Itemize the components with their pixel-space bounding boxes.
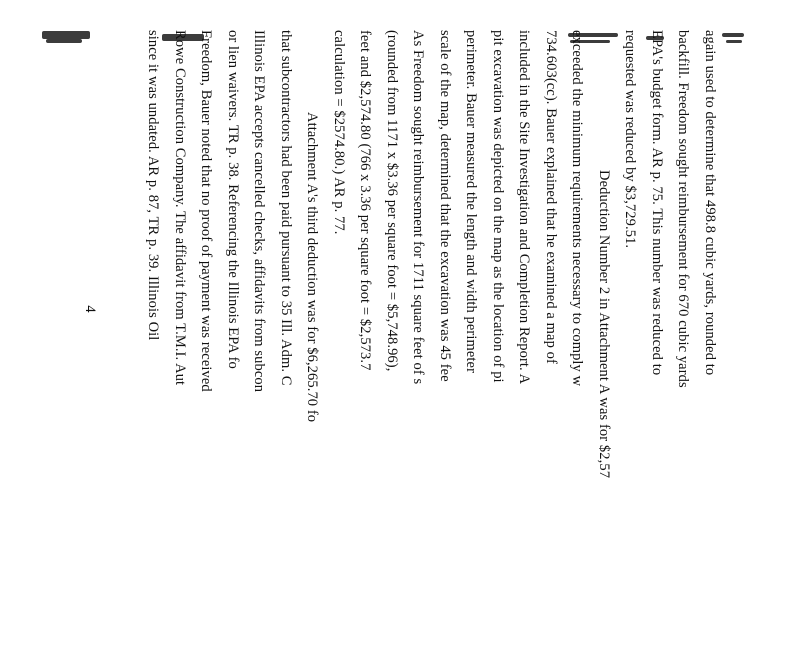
text-line: (rounded from 1171 x $3.36 per square foot = $5,748.96), (384, 30, 400, 372)
text-line: exceeded the minimum requirements necessary to comply w (569, 30, 586, 387)
text-line: Attachment A's third deduction was for $6,265.70 fo (304, 112, 321, 423)
text-line: scale of the map, determined that the excavation was 45 fee (437, 30, 453, 382)
body-text (140, 30, 723, 670)
page-number: 4 (82, 305, 98, 313)
text-line: calculation = $2574.80.) AR p. 77. (331, 30, 347, 235)
text-line: Rowe Construction Company. The affidavit from T.M.I. Aut (172, 30, 188, 386)
text-line: or lien waivers. TR p. 38. Referencing the Illinois EPA fo (225, 30, 241, 369)
text-line: backfill. Freedom sought reimbursement for 670 cubic yards (675, 30, 692, 388)
text-line: As Freedom sought reimbursement for 1711 square feet of s (410, 30, 427, 385)
text-line: that subcontractors had been paid pursuant to 35 Ill. Adm. C (278, 30, 294, 386)
text-line: feet and $2,574.80 (766 x 3.36 per square foot = $2,573.7 (357, 30, 374, 371)
text-line: Illinois EPA accepts cancelled checks, affidavits from subcon (251, 30, 268, 393)
text-line: perimeter. Bauer measured the length and width perimeter (463, 30, 480, 374)
text-line: EPA's budget form. AR p. 75. This number was reduced to (649, 30, 665, 376)
text-line: Freedom, Bauer noted that no proof of payment was received (198, 30, 215, 392)
text-line: since it was undated. AR p. 87, TR p. 39. Illinois Oil (145, 30, 162, 341)
text-line: 734.603(cc). Bauer explained that he examined a map of (543, 30, 559, 364)
text-line: pit excavation was depicted on the map as the location of pi (490, 30, 506, 383)
text-line: Deduction Number 2 in Attachment A was for $2,57 (596, 170, 612, 479)
text-line: requested was reduced by $3,729.51. (622, 30, 639, 249)
text-line: included in the Site Investigation and Completion Report. A (516, 30, 533, 385)
text-line: again used to determine that 498.8 cubic yards, rounded to (702, 30, 718, 376)
